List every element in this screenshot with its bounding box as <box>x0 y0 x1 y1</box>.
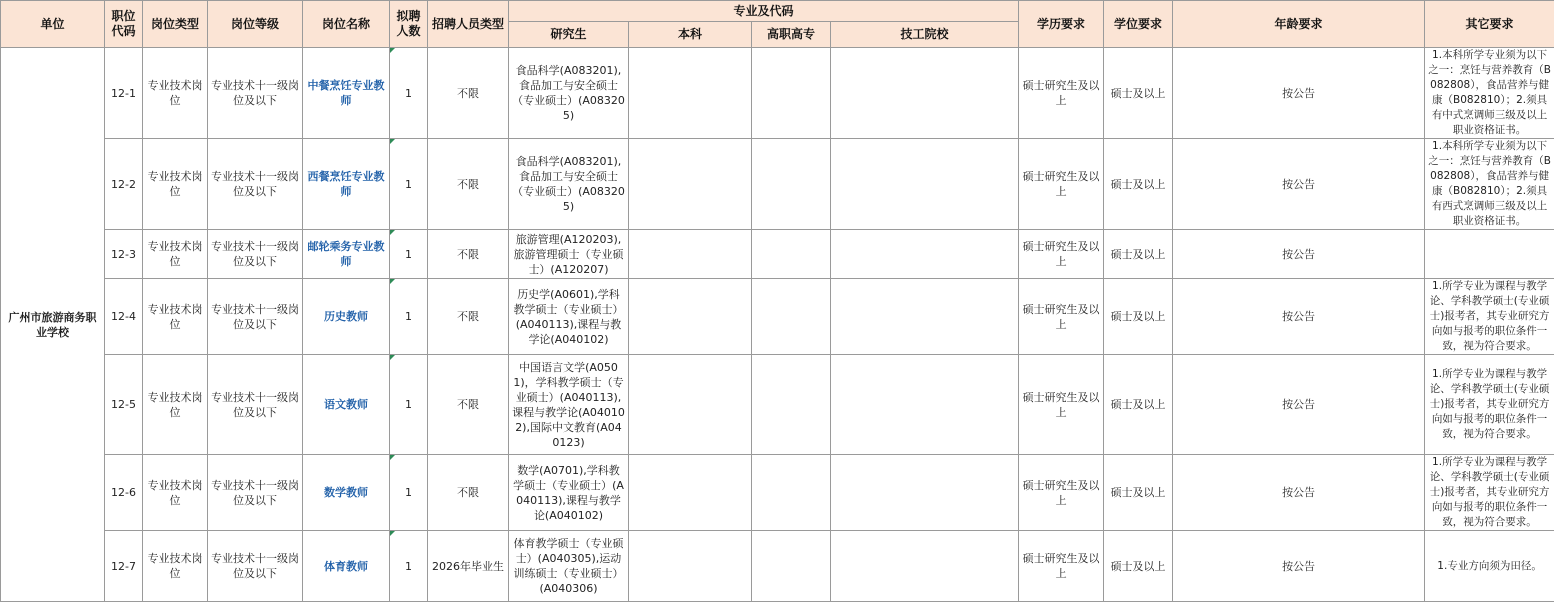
post-type: 专业技术岗位 <box>143 279 208 355</box>
recruit-type: 不限 <box>428 279 509 355</box>
recruit-count: 1 <box>390 355 428 455</box>
header-education: 学历要求 <box>1019 1 1104 48</box>
technician-major <box>831 531 1019 602</box>
recruit-count: 1 <box>390 455 428 531</box>
post-name: 数学教师 <box>303 455 390 531</box>
graduate-major: 历史学(A0601),学科教学硕士（专业硕士）(A040113),课程与教学论(A040102) <box>509 279 629 355</box>
header-count: 拟聘人数 <box>390 1 428 48</box>
education-requirement: 硕士研究生及以上 <box>1019 48 1104 139</box>
other-requirements: 1.所学专业为课程与教学论、学科教学硕士(专业硕士)报考者，其专业研究方向如与报考的职位条件一致，视为符合要求。 <box>1425 455 1554 531</box>
bachelor-major <box>629 355 752 455</box>
graduate-major: 食品科学(A083201),食品加工与安全硕士（专业硕士）(A083205) <box>509 139 629 230</box>
degree-requirement: 硕士及以上 <box>1104 230 1173 279</box>
other-requirements: 1.本科所学专业须为以下之一：烹饪与营养教育（B082808），食品营养与健康（B082810）；2.须具有中式烹调师三级及以上职业资格证书。 <box>1425 48 1554 139</box>
post-name: 体育教师 <box>303 531 390 602</box>
college-major <box>752 455 831 531</box>
recruit-type: 不限 <box>428 139 509 230</box>
post-name: 西餐烹饪专业教师 <box>303 139 390 230</box>
age-requirement: 按公告 <box>1173 230 1425 279</box>
post-name: 中餐烹饪专业教师 <box>303 48 390 139</box>
recruit-type: 不限 <box>428 455 509 531</box>
unit-name: 广州市旅游商务职业学校 <box>1 48 105 602</box>
post-level: 专业技术十一级岗位及以下 <box>208 531 303 602</box>
post-level: 专业技术十一级岗位及以下 <box>208 139 303 230</box>
degree-requirement: 硕士及以上 <box>1104 531 1173 602</box>
header-post-type: 岗位类型 <box>143 1 208 48</box>
bachelor-major <box>629 230 752 279</box>
header-post-name: 岗位名称 <box>303 1 390 48</box>
recruit-type: 不限 <box>428 230 509 279</box>
other-requirements <box>1425 230 1554 279</box>
bachelor-major <box>629 139 752 230</box>
post-code: 12-4 <box>105 279 143 355</box>
post-code: 12-3 <box>105 230 143 279</box>
post-name: 历史教师 <box>303 279 390 355</box>
bachelor-major <box>629 279 752 355</box>
technician-major <box>831 48 1019 139</box>
post-type: 专业技术岗位 <box>143 455 208 531</box>
degree-requirement: 硕士及以上 <box>1104 455 1173 531</box>
post-level: 专业技术十一级岗位及以下 <box>208 48 303 139</box>
bachelor-major <box>629 48 752 139</box>
age-requirement: 按公告 <box>1173 355 1425 455</box>
table-row <box>1 48 1554 139</box>
post-code: 12-7 <box>105 531 143 602</box>
bachelor-major <box>629 531 752 602</box>
other-requirements: 1.所学专业为课程与教学论、学科教学硕士(专业硕士)报考者，其专业研究方向如与报考的职位条件一致，视为符合要求。 <box>1425 279 1554 355</box>
degree-requirement: 硕士及以上 <box>1104 48 1173 139</box>
recruit-count: 1 <box>390 48 428 139</box>
graduate-major: 数学(A0701),学科教学硕士（专业硕士）(A040113),课程与教学论(A040102) <box>509 455 629 531</box>
header-major-group: 专业及代码 <box>509 1 1019 22</box>
table-row <box>1 531 1554 602</box>
age-requirement: 按公告 <box>1173 531 1425 602</box>
post-code: 12-2 <box>105 139 143 230</box>
header-technician: 技工院校 <box>831 22 1019 48</box>
education-requirement: 硕士研究生及以上 <box>1019 355 1104 455</box>
post-type: 专业技术岗位 <box>143 531 208 602</box>
table-row <box>1 230 1554 279</box>
technician-major <box>831 139 1019 230</box>
college-major <box>752 279 831 355</box>
education-requirement: 硕士研究生及以上 <box>1019 139 1104 230</box>
graduate-major: 中国语言文学(A0501)，学科教学硕士（专业硕士）(A040113),课程与教学论(A040102),国际中文教育(A040123) <box>509 355 629 455</box>
other-requirements: 1.本科所学专业须为以下之一：烹饪与营养教育（B082808），食品营养与健康（B082810）；2.须具有西式烹调师三级及以上职业资格证书。 <box>1425 139 1554 230</box>
header-degree: 学位要求 <box>1104 1 1173 48</box>
recruit-count: 1 <box>390 230 428 279</box>
header-recruit-type: 招聘人员类型 <box>428 1 509 48</box>
post-level: 专业技术十一级岗位及以下 <box>208 279 303 355</box>
post-level: 专业技术十一级岗位及以下 <box>208 355 303 455</box>
college-major <box>752 230 831 279</box>
recruit-type: 2026年毕业生 <box>428 531 509 602</box>
table-body <box>1 48 1554 602</box>
other-requirements: 1.专业方向须为田径。 <box>1425 531 1554 602</box>
technician-major <box>831 455 1019 531</box>
graduate-major: 食品科学(A083201),食品加工与安全硕士（专业硕士）(A083205) <box>509 48 629 139</box>
post-code: 12-6 <box>105 455 143 531</box>
post-type: 专业技术岗位 <box>143 230 208 279</box>
recruit-type: 不限 <box>428 48 509 139</box>
college-major <box>752 531 831 602</box>
header-bachelor: 本科 <box>629 22 752 48</box>
technician-major <box>831 355 1019 455</box>
education-requirement: 硕士研究生及以上 <box>1019 531 1104 602</box>
education-requirement: 硕士研究生及以上 <box>1019 455 1104 531</box>
table-row <box>1 139 1554 230</box>
degree-requirement: 硕士及以上 <box>1104 355 1173 455</box>
other-requirements: 1.所学专业为课程与教学论、学科教学硕士(专业硕士)报考者，其专业研究方向如与报考的职位条件一致，视为符合要求。 <box>1425 355 1554 455</box>
college-major <box>752 48 831 139</box>
header-code: 职位代码 <box>105 1 143 48</box>
graduate-major: 体育教学硕士（专业硕士）(A040305),运动训练硕士（专业硕士）(A040306) <box>509 531 629 602</box>
table-row <box>1 455 1554 531</box>
age-requirement: 按公告 <box>1173 279 1425 355</box>
post-type: 专业技术岗位 <box>143 48 208 139</box>
degree-requirement: 硕士及以上 <box>1104 139 1173 230</box>
age-requirement: 按公告 <box>1173 455 1425 531</box>
recruit-count: 1 <box>390 279 428 355</box>
header-other: 其它要求 <box>1425 1 1554 48</box>
table-row <box>1 355 1554 455</box>
technician-major <box>831 279 1019 355</box>
post-level: 专业技术十一级岗位及以下 <box>208 455 303 531</box>
header-graduate: 研究生 <box>509 22 629 48</box>
recruit-count: 1 <box>390 139 428 230</box>
post-type: 专业技术岗位 <box>143 355 208 455</box>
post-name: 语文教师 <box>303 355 390 455</box>
degree-requirement: 硕士及以上 <box>1104 279 1173 355</box>
education-requirement: 硕士研究生及以上 <box>1019 230 1104 279</box>
header-college: 高职高专 <box>752 22 831 48</box>
college-major <box>752 139 831 230</box>
table-header <box>1 1 1554 48</box>
header-age: 年龄要求 <box>1173 1 1425 48</box>
post-name: 邮轮乘务专业教师 <box>303 230 390 279</box>
post-code: 12-1 <box>105 48 143 139</box>
post-code: 12-5 <box>105 355 143 455</box>
header-unit: 单位 <box>1 1 105 48</box>
graduate-major: 旅游管理(A120203),旅游管理硕士（专业硕士）(A120207) <box>509 230 629 279</box>
post-level: 专业技术十一级岗位及以下 <box>208 230 303 279</box>
college-major <box>752 355 831 455</box>
table-row <box>1 279 1554 355</box>
technician-major <box>831 230 1019 279</box>
education-requirement: 硕士研究生及以上 <box>1019 279 1104 355</box>
age-requirement: 按公告 <box>1173 139 1425 230</box>
bachelor-major <box>629 455 752 531</box>
recruit-type: 不限 <box>428 355 509 455</box>
header-post-level: 岗位等级 <box>208 1 303 48</box>
recruit-count: 1 <box>390 531 428 602</box>
post-type: 专业技术岗位 <box>143 139 208 230</box>
age-requirement: 按公告 <box>1173 48 1425 139</box>
